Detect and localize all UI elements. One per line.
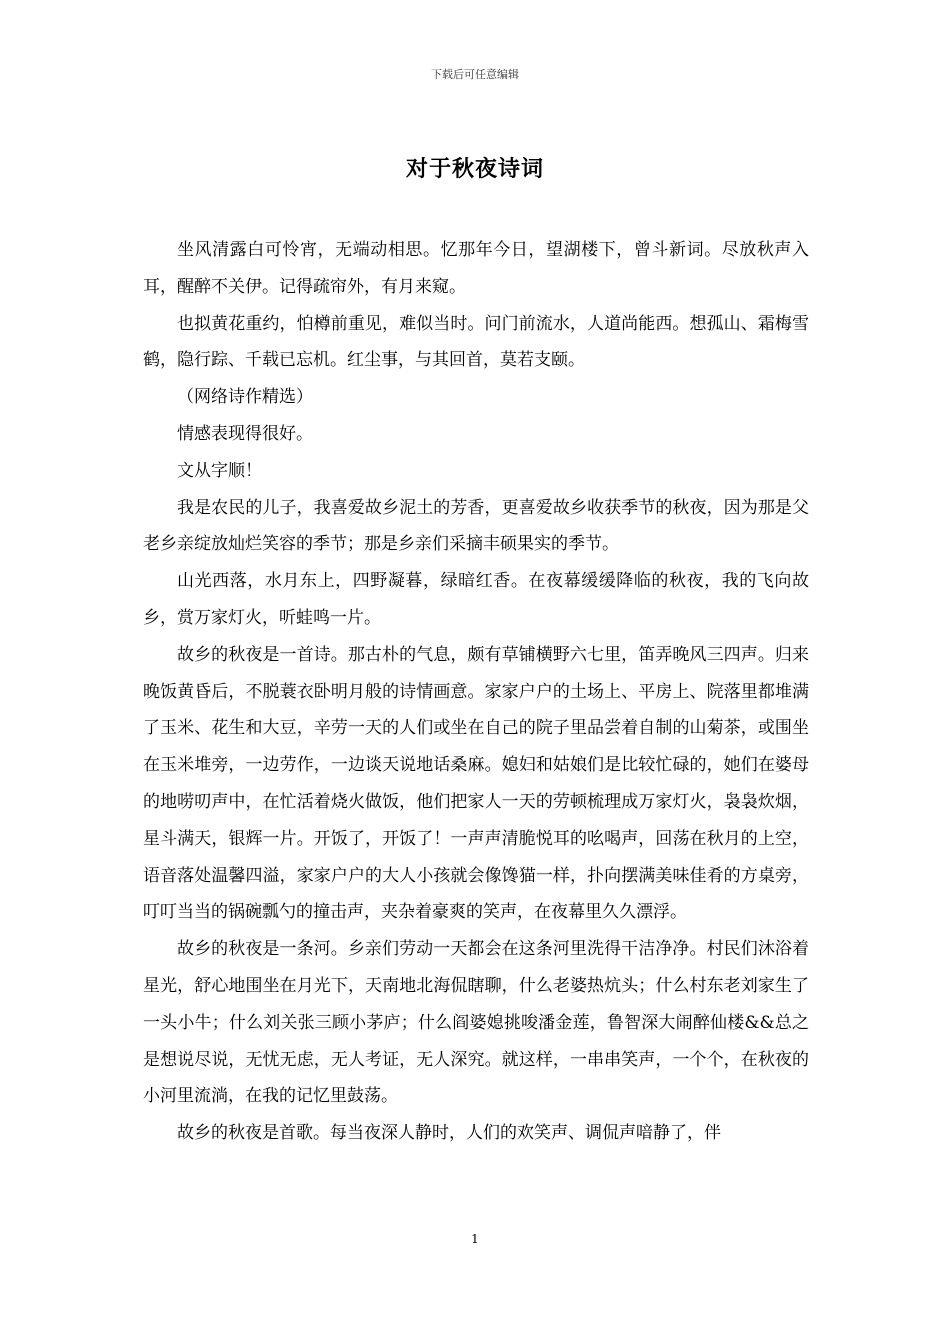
paragraph: 故乡的秋夜是一首诗。那古朴的气息，颇有草铺横野六七里，笛弄晚风三四声。归来晚饭黄昏后，不脱蓑衣卧明月般的诗情画意。家家户户的土场上、平房上、院落里都堆满了玉米、花生和大豆，辛劳一天的人们或坐在自己的院子里品尝着自制的山菊茶，或围坐在玉米堆旁，一边劳作，一边谈天说地话桑麻。媳妇和姑娘们是比较忙碌的，她们在婆母的地唠叨声中，在忙活着烧火做饭，他们把家人一天的劳顿梳理成万家灯火，袅袅炊烟，星斗满天，银辉一片。开饭了，开饭了！一声声清脆悦耳的吆喝声，回荡在秋月的上空，语音落处温馨四溢，家家户户的大人小孩就会像馋猫一样，扑向摆满美味佳肴的方桌旁，叮叮当当的锅碗瓢勺的撞击声，夹杂着豪爽的笑声，在夜幕里久久漂浮。 xyxy=(143,644,809,923)
document-body xyxy=(143,232,809,1152)
paragraph: 坐风清露白可怜宵，无端动相思。忆那年今日，望湖楼下，曾斗新词。尽放秋声入耳，醒醉不关伊。记得疏帘外，有月来窥。 xyxy=(143,240,809,297)
page-number: 1 xyxy=(471,1232,479,1246)
paragraph: 文从字顺！ xyxy=(177,460,262,481)
paragraph: 情感表现得很好。 xyxy=(177,423,313,444)
paragraph: 山光西落，水月东上，四野凝暮，绿暗红香。在夜幕缓缓降临的秋夜，我的飞向故乡，赏万家灯火，听蛙鸣一片。 xyxy=(143,571,809,628)
document-title: 对于秋夜诗词 xyxy=(405,156,544,182)
page-header-note: 下载后可任意编辑 xyxy=(431,68,519,81)
paragraph: 故乡的秋夜是一条河。乡亲们劳动一天都会在这条河里洗得干洁净净。村民们沐浴着星光，舒心地围坐在月光下，天南地北海侃瞎聊，什么老婆热炕头；什么村东老刘家生了一头小牛；什么刘关张三顾小茅庐；什么阎婆媳挑唆潘金莲，鲁智深大闹醉仙楼&&总之是想说尽说，无忧无虑，无人考证，无人深究。就这样，一串串笑声，一个个，在秋夜的小河里流淌，在我的记忆里鼓荡。 xyxy=(143,939,809,1107)
paragraph: 也拟黄花重约，怕樽前重见，难似当时。问门前流水，人道尚能西。想孤山、霜梅雪鹤，隐行踪、千载已忘机。红尘事，与其回首，莫若支颐。 xyxy=(143,313,809,371)
paragraph: 我是农民的儿子，我喜爱故乡泥土的芳香，更喜爱故乡收获季节的秋夜，因为那是父老乡亲绽放灿烂笑容的季节；那是乡亲们采摘丰硕果实的季节。 xyxy=(143,497,809,555)
paragraph: （网络诗作精选） xyxy=(177,387,313,408)
paragraph: 故乡的秋夜是首歌。每当夜深人静时，人们的欢笑声、调侃声喑静了，伴 xyxy=(177,1123,721,1144)
